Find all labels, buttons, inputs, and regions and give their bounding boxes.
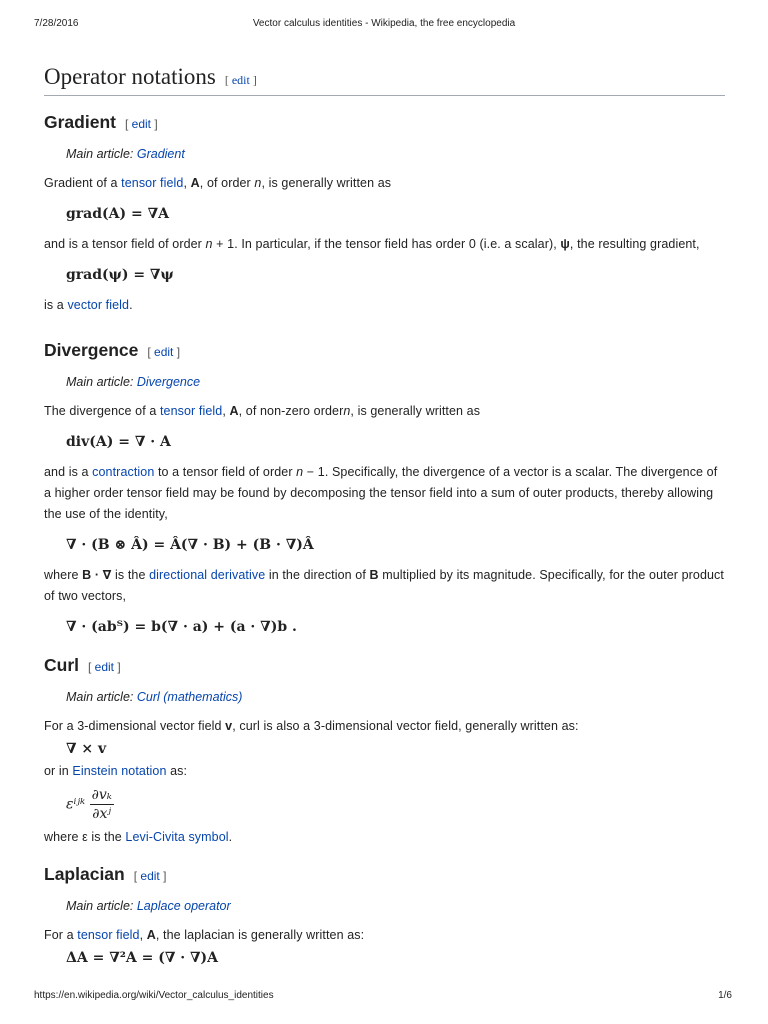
curl-heading [44,653,725,679]
gradient-equation-1: grad(A) = ∇A [66,206,170,222]
tensor-field-link[interactable]: tensor field [77,928,140,942]
vector-field-link[interactable]: vector field [67,298,130,312]
gradient-paragraph-1 [44,173,725,194]
laplacian-title: Laplacian [44,864,125,884]
text: multiplied by its magnitude. Specifically, for the outer product of two vectors, [44,568,724,603]
text: For a 3-dimensional vector field [44,719,226,733]
var-n: n [254,176,262,190]
section-heading [44,58,725,96]
divergence-hatnote [44,372,725,393]
text: The divergence of a [44,404,160,418]
text: and is a [44,465,93,479]
section-edit-link[interactable]: edit [231,73,250,87]
divergence-equation-2: ∇ · (B ⊗ Â) = Â(∇ · B) + (B · ∇)Â [66,537,314,553]
text: , is generally written as [350,404,481,418]
text: , [139,928,147,942]
symbol-a: A [190,176,200,190]
gradient-title: Gradient [44,112,116,132]
text: as: [166,764,188,778]
hatnote-prefix: Main article: [66,147,137,161]
directional-derivative-link[interactable]: directional derivative [149,568,266,582]
var-n: n [343,404,351,418]
laplacian-heading [44,862,725,888]
curl-equation-2 [44,782,725,827]
einstein-notation-link[interactable]: Einstein notation [72,764,167,778]
text: is a [44,298,68,312]
gradient-hatnote [44,144,725,165]
section-edit: [ edit ] [224,73,257,87]
laplacian-paragraph-1 [44,925,725,946]
curl-article-link[interactable]: Curl (mathematics) [136,690,243,704]
text: , [183,176,191,190]
divergence-equation-3: ∇ · (abᵀ) = b(∇ · a) + (a · ∇)b . [66,619,297,635]
laplace-operator-link[interactable]: Laplace operator [136,899,231,913]
text: , the laplacian is generally written as: [155,928,365,942]
laplacian-equation-1: ΔA = ∇²A = (∇ · ∇)A [66,950,219,966]
var-n: n [296,465,304,479]
epsilon-term: εⁱʲᵏ [66,796,86,813]
text: + 1. In particular, if the tensor field has order 0 (i.e. a scalar), [212,237,561,251]
tensor-field-link[interactable]: tensor field [121,176,184,190]
text: − 1. Specifically, the divergence of a vector is a scalar. The divergence of a higher order tensor field may be found by decomposing the tensor field into a sum of outer products, thereby allowing the use of the identity, [44,465,718,521]
text: or in [44,764,73,778]
curl-paragraph-3 [44,827,725,848]
divergence-paragraph-2 [44,462,725,525]
curl-edit-link[interactable]: edit [94,660,115,674]
gradient-article-link[interactable]: Gradient [136,147,185,161]
symbol-b: B [369,568,379,582]
text: where [44,568,83,582]
symbol-a: A [229,404,239,418]
text: is the [111,568,150,582]
text: Gradient of a [44,176,122,190]
curl-hatnote [44,687,725,708]
curl-paragraph-2 [44,761,725,782]
symbol-v: v [225,719,233,733]
text: . [228,830,233,844]
fraction-numerator: ∂vₖ [91,787,112,803]
text: , of order [199,176,255,190]
gradient-edit: [ edit ] [124,117,158,131]
text: where ε is the [44,830,126,844]
text: , [222,404,230,418]
divergence-title: Divergence [44,340,139,360]
print-date: 7/28/2016 [34,18,79,29]
divergence-edit-link[interactable]: edit [154,345,174,359]
print-url: https://en.wikipedia.org/wiki/Vector_calculus_identities [34,990,274,1001]
curl-title: Curl [44,655,79,675]
text: , curl is also a 3-dimensional vector field, generally written as: [232,719,579,733]
symbol-psi: ψ [560,237,570,251]
text: and is a tensor field of order [44,237,206,251]
section-title: Operator notations [44,64,216,89]
print-title: Vector calculus identities - Wikipedia, the free encyclopedia [252,18,516,29]
hatnote-prefix: Main article: [66,375,137,389]
gradient-paragraph-2 [44,234,725,255]
divergence-article-link[interactable]: Divergence [136,375,201,389]
partial-fraction [90,786,114,823]
divergence-edit: [ edit ] [147,345,181,359]
text: , the resulting gradient, [569,237,700,251]
laplacian-edit: [ edit ] [133,869,167,883]
text: For a [44,928,78,942]
text: to a tensor field of order [154,465,297,479]
divergence-equation-1: div(A) = ∇ · A [66,434,171,450]
divergence-paragraph-1 [44,401,725,422]
hatnote-prefix: Main article: [66,690,137,704]
fraction-denominator: ∂xʲ [92,806,112,822]
var-n: n [205,237,213,251]
gradient-paragraph-3 [44,295,725,316]
text: in the direction of [265,568,370,582]
article-content [44,58,725,970]
gradient-equation-2: grad(ψ) = ∇ψ [66,267,174,283]
gradient-heading [44,110,725,136]
contraction-link[interactable]: contraction [92,465,155,479]
levi-civita-link[interactable]: Levi-Civita symbol [125,830,229,844]
symbol-a: A [146,928,156,942]
page-count: 1/6 [718,990,732,1001]
print-footer [34,990,734,1004]
gradient-edit-link[interactable]: edit [131,117,151,131]
laplacian-edit-link[interactable]: edit [140,869,160,883]
tensor-field-link[interactable]: tensor field [159,404,223,418]
text: , of non-zero order [238,404,344,418]
curl-edit: [ edit ] [88,660,121,674]
text: . [129,298,133,312]
curl-paragraph-1 [44,716,725,737]
print-header [34,18,734,32]
inline-math: B · ∇ [82,568,112,582]
laplacian-hatnote [44,896,725,917]
text: , is generally written as [261,176,392,190]
divergence-paragraph-3 [44,565,725,607]
divergence-heading [44,338,725,364]
curl-equation-1: ∇ × v [66,741,107,757]
hatnote-prefix: Main article: [66,899,137,913]
